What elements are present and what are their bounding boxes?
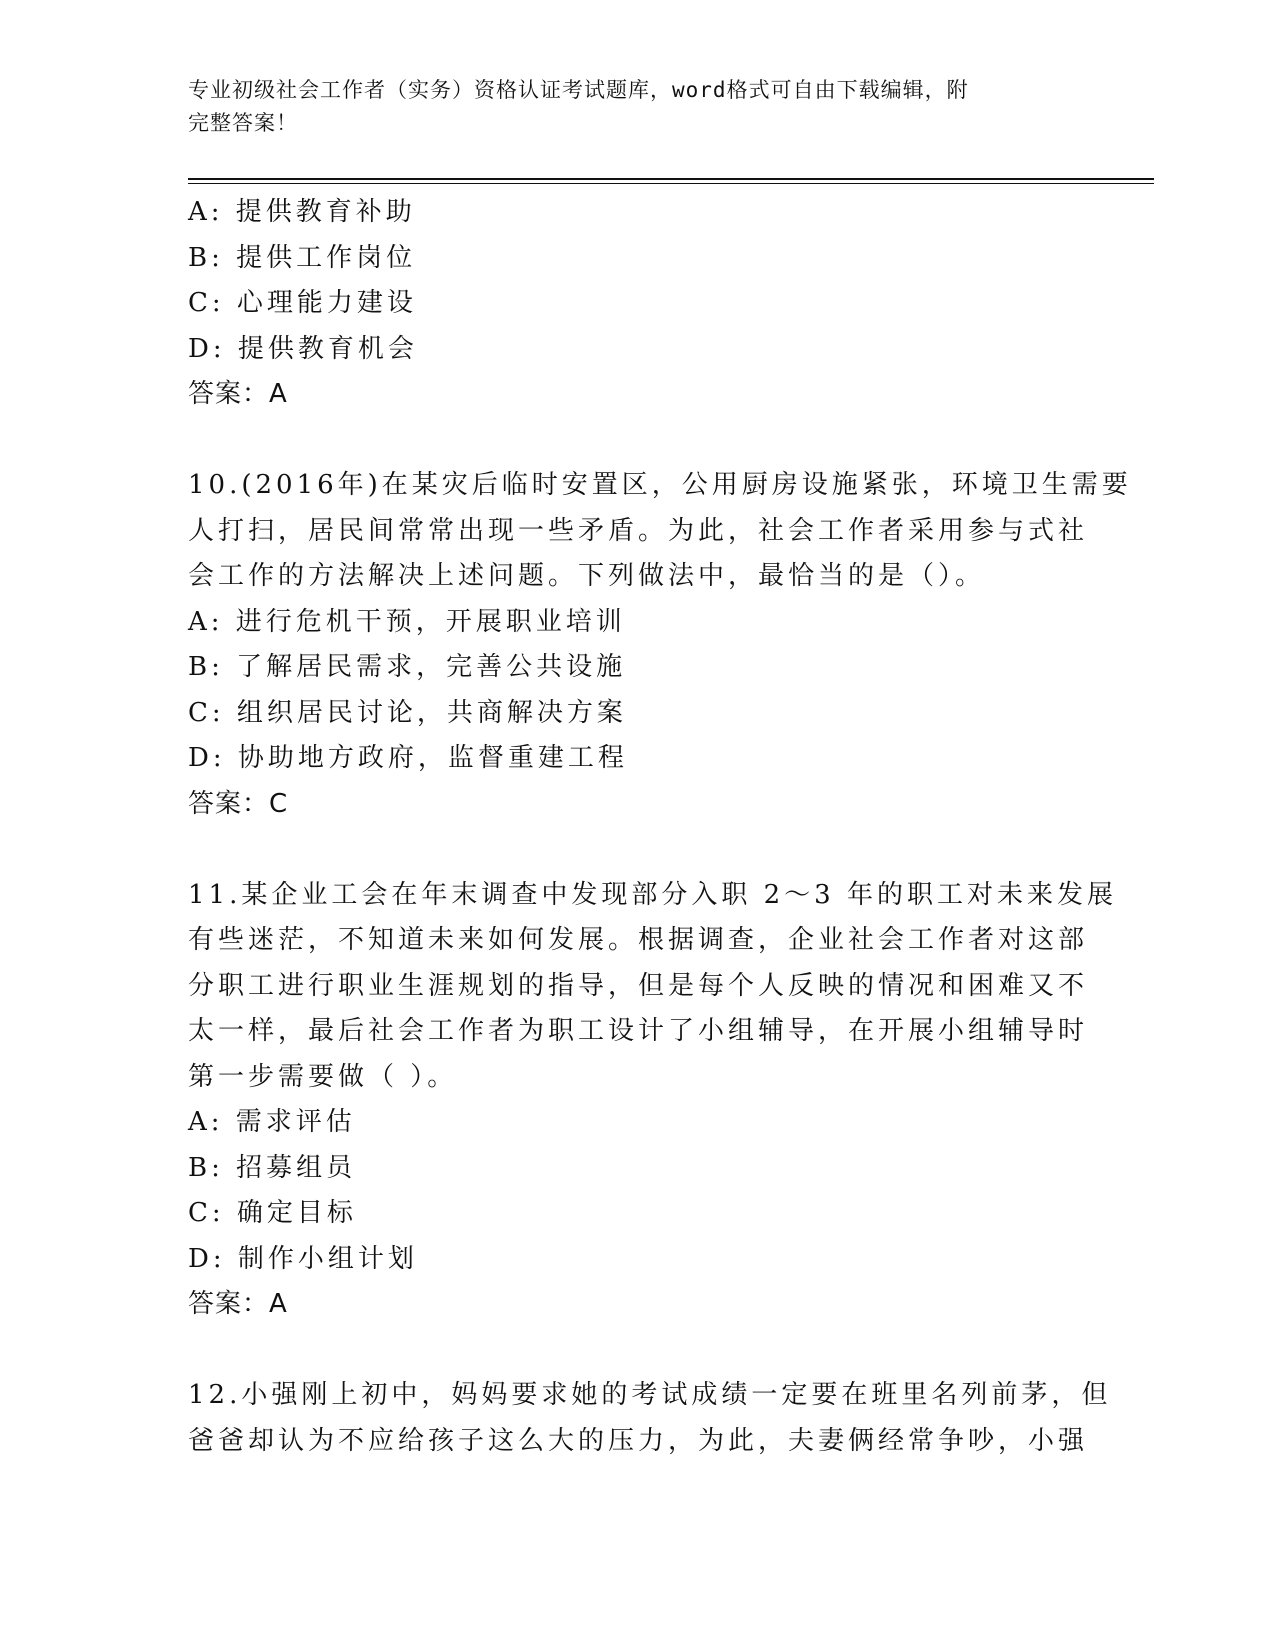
question-text-line: 会工作的方法解决上述问题。下列做法中，最恰当的是（）。 <box>188 561 986 591</box>
question-10 <box>188 463 1132 827</box>
question-text-line: 太一样，最后社会工作者为职工设计了小组辅导，在开展小组辅导时 <box>188 1016 1089 1046</box>
option-a: A: 提供教育补助 <box>188 197 416 227</box>
option-d: D: 提供教育机会 <box>188 333 418 364</box>
option-b: B: 招募组员 <box>188 1152 357 1183</box>
question-11 <box>188 873 1117 1328</box>
header-line-2: 完整答案！ <box>188 111 298 135</box>
header-line-1: 专业初级社会工作者（实务）资格认证考试题库，word格式可自由下载编辑，附 <box>188 78 969 102</box>
question-text-line: 11.某企业工会在年末调查中发现部分入职 2～3 年的职工对未来发展 <box>188 879 1117 910</box>
question-text-line: 人打扫，居民间常常出现一些矛盾。为此，社会工作者采用参与式社 <box>188 515 1089 546</box>
question-9 <box>188 190 1088 418</box>
answer: 答案：A <box>188 1289 288 1319</box>
option-c: C: 心理能力建设 <box>188 288 417 318</box>
question-text-line: 12.小强刚上初中，妈妈要求她的考试成绩一定要在班里名列前茅，但 <box>188 1380 1112 1410</box>
question-text-line: 分职工进行职业生涯规划的指导，但是每个人反映的情况和困难又不 <box>188 970 1089 1001</box>
option-c: C: 组织居民讨论，共商解决方案 <box>188 697 627 728</box>
question-text-line: 爸爸却认为不应给孩子这么大的压力，为此，夫妻俩经常争吵，小强 <box>188 1425 1089 1456</box>
option-a: A: 进行危机干预，开展职业培训 <box>188 606 626 637</box>
option-b: B: 提供工作岗位 <box>188 242 417 273</box>
header-rule-thick <box>188 178 1154 180</box>
question-text-line: 第一步需要做（ ）。 <box>188 1061 458 1092</box>
answer: 答案：C <box>188 788 289 819</box>
header-rule-thin <box>188 183 1154 184</box>
document-header <box>188 74 1068 140</box>
question-text-line: 有些迷茫，不知道未来如何发展。根据调查，企业社会工作者对这部 <box>188 925 1089 955</box>
option-d: D: 协助地方政府，监督重建工程 <box>188 743 628 773</box>
option-c: C: 确定目标 <box>188 1198 357 1228</box>
option-d: D: 制作小组计划 <box>188 1243 418 1274</box>
question-text-line: 10.(2016年)在某灾后临时安置区，公用厨房设施紧张，环境卫生需要 <box>188 470 1132 500</box>
question-content <box>188 190 1132 1464</box>
option-a: A: 需求评估 <box>188 1107 356 1137</box>
option-b: B: 了解居民需求，完善公共设施 <box>188 652 627 682</box>
question-12 <box>188 1373 1112 1464</box>
answer: 答案：A <box>188 379 288 409</box>
